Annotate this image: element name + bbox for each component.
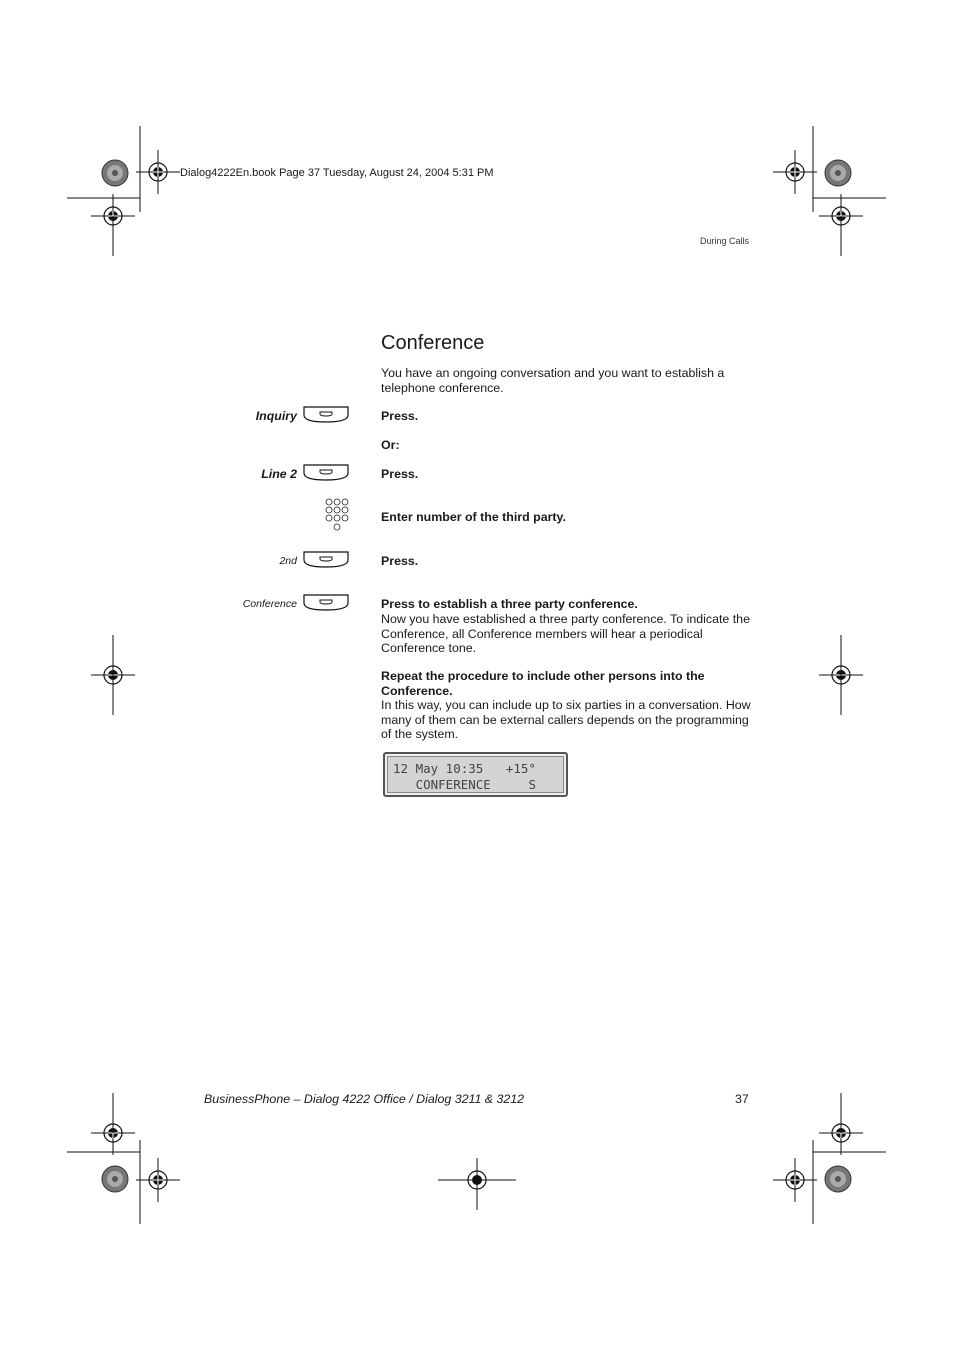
registration-mark-icon — [136, 1158, 180, 1202]
second-action: Press. — [381, 554, 419, 568]
color-target-icon — [825, 160, 851, 186]
registration-mark-icon — [773, 1158, 817, 1202]
softkey-icon — [303, 464, 349, 481]
softkey-icon — [303, 551, 349, 568]
color-target-icon — [102, 1166, 128, 1192]
conference-note: Now you have established a three party conference. To indicate the Conference, all Conference members will hear a periodical Conference tone. — [381, 612, 750, 656]
keypad-icon — [324, 497, 350, 533]
enter-number-action: Enter number of the third party. — [381, 510, 566, 524]
print-header: Dialog4222En.book Page 37 Tuesday, August 24, 2004 5:31 PM — [180, 167, 494, 179]
footer-title: BusinessPhone – Dialog 4222 Office / Dialog 3211 & 3212 — [204, 1092, 525, 1106]
conference-key-label: Conference — [242, 598, 297, 610]
repeat-note: In this way, you can include up to six parties in a conversation. How many of them can be external callers depends on the programming of the system. — [381, 698, 751, 742]
or-label: Or: — [381, 438, 400, 452]
softkey-icon — [303, 594, 349, 611]
display-line-2: CONFERENCE S — [393, 777, 536, 792]
section-title: Conference — [381, 332, 485, 354]
phone-display — [383, 752, 568, 797]
line2-key-label: Line 2 — [261, 467, 297, 481]
conference-action: Press to establish a three party conference. — [381, 597, 638, 611]
second-key-label: 2nd — [279, 555, 297, 567]
page-number: 37 — [735, 1092, 749, 1106]
repeat-action: Repeat the procedure to include other persons into the Conference. — [381, 669, 705, 698]
intro-text: You have an ongoing conversation and you want to establish a telephone conference. — [381, 366, 725, 395]
inquiry-action: Press. — [381, 409, 419, 423]
inquiry-key-label: Inquiry — [255, 409, 297, 423]
softkey-icon — [303, 406, 349, 423]
running-head: During Calls — [699, 236, 749, 246]
color-target-icon — [102, 160, 128, 186]
registration-mark-icon — [136, 150, 180, 194]
registration-mark-icon — [773, 150, 817, 194]
color-target-icon — [825, 1166, 851, 1192]
display-line-1: 12 May 10:35 +15° — [393, 761, 536, 776]
line2-action: Press. — [381, 467, 419, 481]
